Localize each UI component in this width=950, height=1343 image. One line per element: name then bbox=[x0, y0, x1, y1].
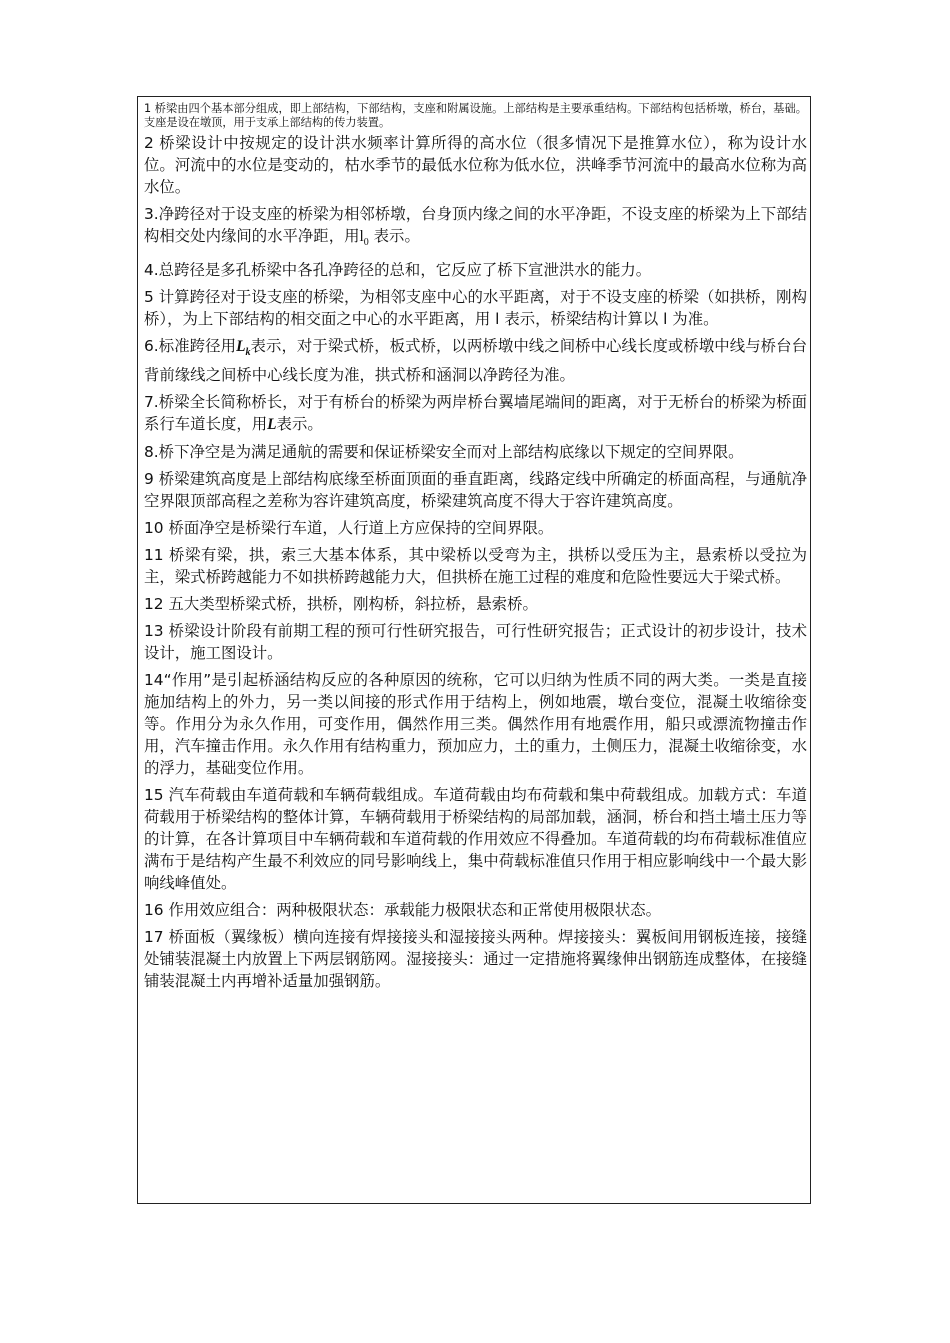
paragraph-13: 13 桥梁设计阶段有前期工程的预可行性研究报告，可行性研究报告；正式设计的初步设计，技术设计，施工图设计。 bbox=[144, 622, 807, 662]
paragraph-11: 11 桥梁有梁，拱，索三大基本体系，其中梁桥以受弯为主，拱桥以受压为主，悬索桥以受拉为主，梁式桥跨越能力不如拱桥跨越能力大，但拱桥在施工过程的难度和危险性要远大于梁式桥。 bbox=[144, 546, 807, 586]
subscript-k: k bbox=[245, 347, 251, 358]
subscript-0: 0 bbox=[363, 237, 369, 248]
paragraph-1: 1 桥梁由四个基本部分组成，即上部结构，下部结构，支座和附属设施。上部结构是主要承重结构。下部结构包括桥墩，桥台，基础。支座是设在墩顶，用于支承上部结构的传力装置。 bbox=[144, 102, 807, 129]
paragraph-5: 5 计算跨径对于设支座的桥梁，为相邻支座中心的水平距离，对于不设支座的桥梁（如拱桥，刚构桥），为上下部结构的相交面之中心的水平距离，用 l 表示，桥梁结构计算以 l 为准。 bbox=[144, 288, 807, 328]
symbol-l0: l bbox=[359, 228, 364, 245]
symbol-L: L bbox=[267, 416, 277, 433]
paragraph-15: 15 汽车荷载由车道荷载和车辆荷载组成。车道荷载由均布荷载和集中荷载组成。加载方式：车道荷载用于桥梁结构的整体计算，车辆荷载用于桥梁结构的局部加载，涵洞，桥台和挡土墙土压力等的计算，在各计算项目中车辆荷载和车道荷载的作用效应不得叠加。车道荷载的均布荷载标准值应满布于是结构产生最不利效应的同号影响线上，集中荷载标准值只作用于相应影响线中一个最大影响线峰值处。 bbox=[144, 786, 807, 892]
paragraph-8: 8.桥下净空是为满足通航的需要和保证桥梁安全而对上部结构底缘以下规定的空间界限。 bbox=[144, 443, 744, 461]
paragraph-14: 14“作用”是引起桥涵结构反应的各种原因的统称，它可以归纳为性质不同的两大类。一类是直接施加结构上的外力，另一类以间接的形式作用于结构上，例如地震，墩台变位，混凝土收缩徐变等。作用分为永久作用，可变作用，偶然作用三类。偶然作用有地震作用，船只或漂流物撞击作用，汽车撞击作用。永久作用有结构重力，预加应力，土的重力，土侧压力，混凝土收缩徐变，水的浮力，基础变位作用。 bbox=[144, 671, 807, 777]
paragraph-2: 2 桥梁设计中按规定的设计洪水频率计算所得的高水位（很多情况下是推算水位），称为设计水位。河流中的水位是变动的，枯水季节的最低水位称为低水位，洪峰季节河流中的最高水位称为高水位。 bbox=[144, 134, 807, 196]
paragraph-10: 10 桥面净空是桥梁行车道，人行道上方应保持的空间界限。 bbox=[144, 519, 554, 537]
paragraph-17: 17 桥面板（翼缘板）横向连接有焊接接头和湿接接头两种。焊接接头：翼板间用钢板连接，接缝处铺装混凝土内放置上下两层钢筋网。湿接接头：通过一定措施将翼缘伸出钢筋连成整体，在接缝铺装混凝土内再增补适量加强钢筋。 bbox=[144, 928, 807, 990]
paragraph-9: 9 桥梁建筑高度是上部结构底缘至桥面顶面的垂直距离，线路定线中所确定的桥面高程，与通航净空界限顶部高程之差称为容许建筑高度，桥梁建筑高度不得大于容许建筑高度。 bbox=[144, 470, 807, 510]
paragraph-3: 3.净跨径对于设支座的桥梁为相邻桥墩，台身顶内缘之间的水平净距，不设支座的桥梁为上下部结构相交处内缘间的水平净距，用$l_0$ 表示。 bbox=[144, 205, 807, 248]
paragraph-12: 12 五大类型桥梁式桥，拱桥，刚构桥，斜拉桥，悬索桥。 bbox=[144, 595, 538, 613]
document-text-box bbox=[137, 96, 811, 1204]
paragraph-4: 4.总跨径是多孔桥梁中各孔净跨径的总和，它反应了桥下宣泄洪水的能力。 bbox=[144, 261, 652, 279]
paragraph-7: 7.桥梁全长简称桥长，对于有桥台的桥梁为两岸桥台翼墙尾端间的距离，对于无桥台的桥梁为桥面系行车道长度，用L表示。 bbox=[144, 393, 807, 433]
symbol-lk: L bbox=[236, 338, 246, 355]
paragraph-16: 16 作用效应组合：两种极限状态：承载能力极限状态和正常使用极限状态。 bbox=[144, 901, 661, 919]
paragraph-6: 6.标准跨径用$L_k$表示，对于梁式桥，板式桥，以两桥墩中线之间桥中心线长度或桥墩中线与桥台台背前缘线之间桥中心线长度为准，拱式桥和涵洞以净跨径为准。 bbox=[144, 337, 807, 384]
